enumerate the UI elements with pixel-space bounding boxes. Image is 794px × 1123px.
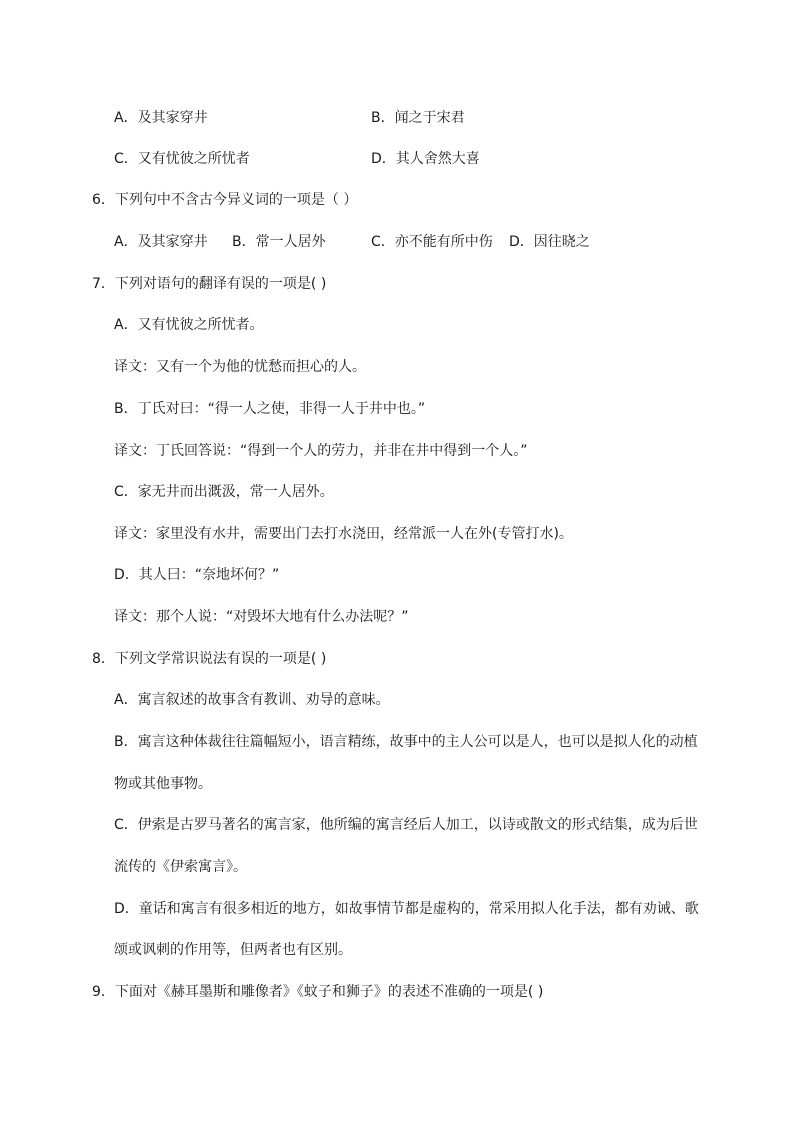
q7-option-c: C．家无井而出溉汲，常一人居外。 <box>114 484 334 500</box>
q8-option-d-line1: D．童话和寓言有很多相近的地方，如故事情节都是虚构的，常采用拟人化手法，都有劝诫、歌 <box>114 901 699 917</box>
q7-option-d-translation: 译文：那个人说：“对毁坏大地有什么办法呢？” <box>114 609 409 625</box>
q6-stem: 6．下列句中不含古今异义词的一项是（ ） <box>92 192 358 208</box>
q5-option-c: C．又有忧彼之所忧者 <box>114 151 250 167</box>
q5-option-d: D．其人舍然大喜 <box>371 151 480 167</box>
q8-option-b-line2: 物或其他事物。 <box>114 776 212 792</box>
q9-stem: 9．下面对《赫耳墨斯和雕像者》《蚊子和狮子》的表述不准确的一项是( ) <box>92 984 544 1000</box>
q6-option-d: D．因往晓之 <box>509 234 590 250</box>
q6-option-b: B．常一人居外 <box>232 234 326 250</box>
q5-option-a: A．及其家穿井 <box>114 110 208 126</box>
q6-option-a: A．及其家穿井 <box>114 234 208 250</box>
q5-option-b: B．闻之于宋君 <box>371 110 465 126</box>
q7-option-a-translation: 译文：又有一个为他的忧愁而担心的人。 <box>114 359 366 375</box>
q6-option-c: C．亦不能有所中伤 <box>371 234 493 250</box>
q7-option-d: D．其人曰：“奈地坏何？” <box>114 567 280 583</box>
q8-option-a: A．寓言叙述的故事含有教训、劝导的意味。 <box>114 692 390 708</box>
q7-option-c-translation: 译文：家里没有水井，需要出门去打水浇田，经常派一人在外(专管打水)。 <box>114 526 573 542</box>
q7-stem: 7．下列对语句的翻译有误的一项是( ) <box>92 276 327 292</box>
q7-option-b: B．丁氏对曰：“得一人之使，非得一人于井中也。” <box>114 401 426 417</box>
q8-option-c-line1: C．伊索是古罗马著名的寓言家，他所编的寓言经后人加工，以诗或散文的形式结集，成为后世 <box>114 817 698 833</box>
q7-option-b-translation: 译文：丁氏回答说：“得到一个人的劳力，并非在井中得到一个人。” <box>114 443 528 459</box>
q8-option-c-line2: 流传的《伊索寓言》。 <box>114 859 247 875</box>
q8-option-b-line1: B．寓言这种体裁往往篇幅短小，语言精练，故事中的主人公可以是人，也可以是拟人化的动植 <box>114 734 698 750</box>
q8-option-d-line2: 颂或讽刺的作用等，但两者也有区别。 <box>114 942 352 958</box>
q7-option-a: A．又有忧彼之所忧者。 <box>114 317 264 333</box>
q8-stem: 8．下列文学常识说法有误的一项是( ) <box>92 651 327 667</box>
